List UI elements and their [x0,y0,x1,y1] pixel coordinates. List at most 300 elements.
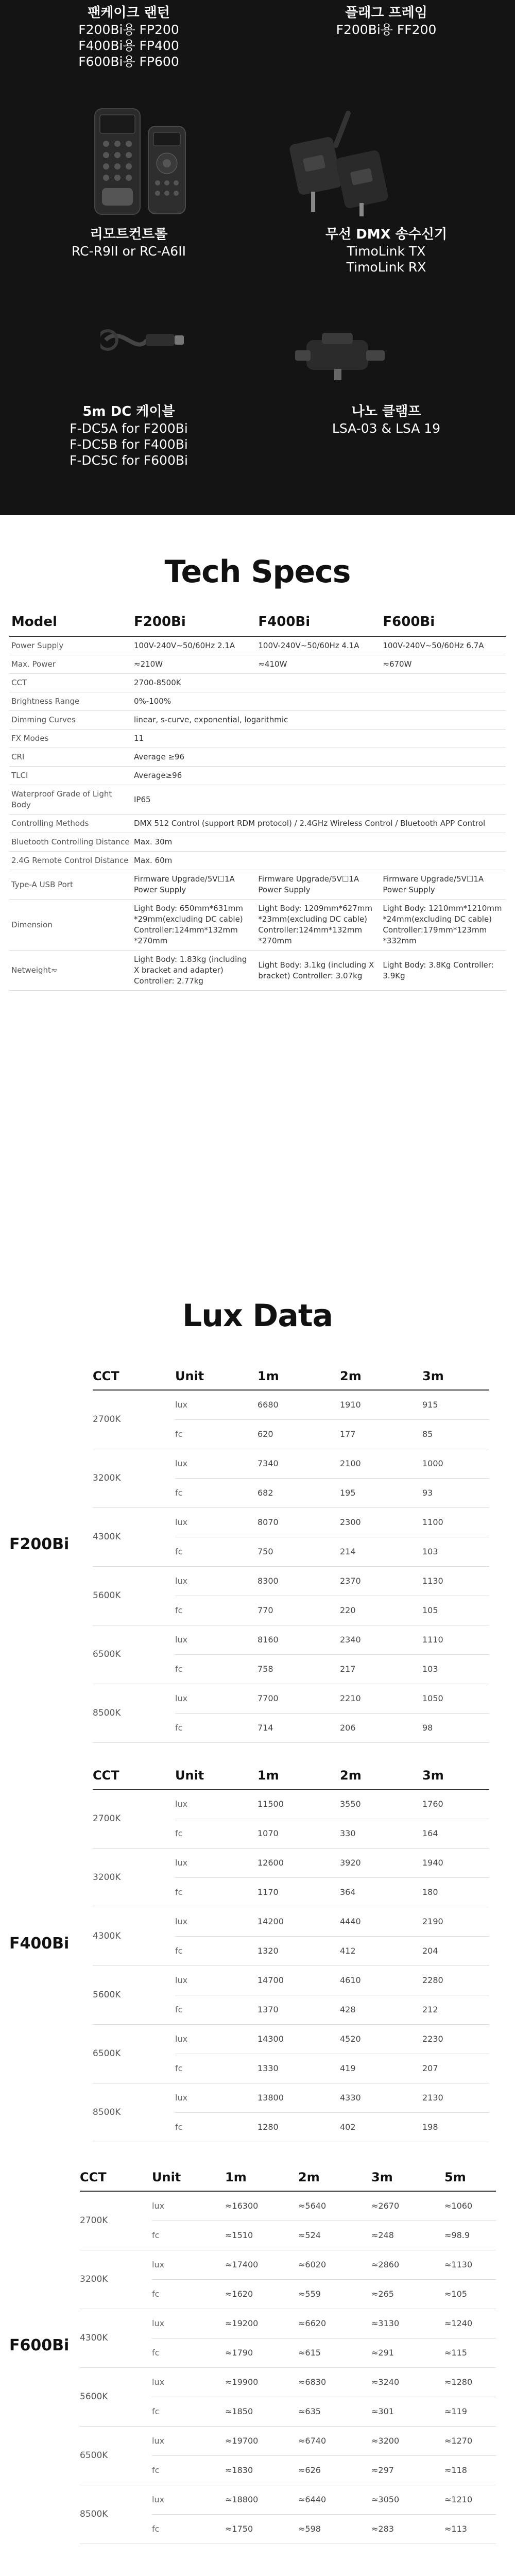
lux-value: 7340 [258,1449,340,1478]
lux-value: 1170 [258,1877,340,1907]
lux-unit: lux [175,2083,258,2112]
lux-value: ≈297 [371,2455,444,2485]
lux-header-row [80,2166,496,2191]
spec-key: Dimming Curves [9,711,132,730]
lux-row [93,1449,489,1478]
tech-specs-title: Tech Specs [164,554,351,590]
spec-key: Waterproof Grade of Light Body [9,785,132,815]
spec-row [9,951,506,991]
lux-cct: 5600K [93,1566,175,1625]
lux-value: 419 [340,2054,422,2083]
lux-header-cell: 1m [258,1365,340,1390]
lux-unit: fc [175,1537,258,1566]
accessory-name: 리모트컨트롤 [90,227,168,242]
lux-header-cell: 5m [444,2166,496,2191]
lux-unit: lux [175,2024,258,2054]
lux-value: 2210 [340,1684,422,1713]
spec-value: 100V-240V~50/60Hz 6.7A [381,636,506,655]
lux-cct: 8500K [93,2083,175,2142]
lux-row [93,1566,489,1596]
lux-unit: fc [175,1877,258,1907]
lux-value: 402 [340,2112,422,2142]
lux-value: 85 [422,1419,489,1449]
lux-table [80,2166,496,2544]
lux-value: 1910 [340,1390,422,1419]
spec-value: IP65 [132,785,506,815]
lux-value: ≈635 [298,2397,371,2426]
spec-value: linear, s-curve, exponential, logarithmic [132,711,506,730]
spec-value: Light Body: 3.8Kg Controller: 3.9Kg [381,951,506,991]
lux-row [93,2083,489,2112]
accessory-line: RC-R9II or RC-A6II [72,244,186,259]
lux-model-label: F400Bi [9,1935,70,1953]
lux-value: ≈1270 [444,2426,496,2455]
accessory-line: F600Bi용 FP600 [78,54,179,69]
lux-value: 1130 [422,1566,489,1596]
lux-value: ≈2860 [371,2250,444,2279]
lux-value: 1100 [422,1507,489,1537]
lux-row [93,1907,489,1936]
lux-unit: lux [152,2367,225,2397]
lux-value: 714 [258,1713,340,1742]
lux-value: ≈1280 [444,2367,496,2397]
lux-value: ≈18800 [225,2485,298,2514]
lux-value: 1000 [422,1449,489,1478]
lux-cct: 2700K [93,1390,175,1449]
lux-value: ≈1620 [225,2279,298,2309]
lux-value: 14200 [258,1907,340,1936]
lux-value: 428 [340,1995,422,2024]
lux-cct: 8500K [80,2485,152,2544]
lux-value: 164 [422,1819,489,1848]
lux-value: 364 [340,1877,422,1907]
lux-value: 4440 [340,1907,422,1936]
lux-unit: fc [175,1419,258,1449]
lux-unit: lux [175,1907,258,1936]
lux-value: 682 [258,1478,340,1507]
lux-unit: lux [175,1789,258,1819]
lux-value: 330 [340,1819,422,1848]
lux-unit: lux [175,1566,258,1596]
spec-value: ≈210W [132,655,256,674]
lux-header-cell: 2m [340,1765,422,1789]
lux-header-cell: 2m [298,2166,371,2191]
lux-header-cell: 2m [340,1365,422,1390]
lux-value: ≈19700 [225,2426,298,2455]
lux-cct: 5600K [80,2367,152,2426]
spec-key: Controlling Methods [9,815,132,833]
lux-value: 212 [422,1995,489,2024]
lux-value: 4610 [340,1965,422,1995]
lux-value: ≈98.9 [444,2221,496,2250]
lux-value: ≈1240 [444,2309,496,2338]
accessory-name: 플래그 프레임 [345,5,427,21]
lux-unit: fc [175,1713,258,1742]
lux-value: 3920 [340,1848,422,1877]
spec-row [9,815,506,833]
lux-header-cell: 1m [225,2166,298,2191]
lux-value: 2340 [340,1625,422,1654]
lux-value: 2190 [422,1907,489,1936]
spec-row [9,655,506,674]
lux-value: 8160 [258,1625,340,1654]
lux-cct: 6500K [93,1625,175,1684]
lux-value: 2100 [340,1449,422,1478]
lux-value: 8070 [258,1507,340,1537]
lux-header-cell: 1m [258,1765,340,1789]
lux-value: 8300 [258,1566,340,1596]
lux-unit: fc [175,1654,258,1684]
lux-value: ≈16300 [225,2191,298,2221]
spec-key: TLCI [9,767,132,785]
spec-row [9,636,506,655]
spec-value: DMX 512 Control (support RDM protocol) / 2.4GHz Wireless Control / Bluetooth APP Control [132,815,506,833]
accessory-line: F200Bi용 FP200 [78,22,179,37]
lux-value: 195 [340,1478,422,1507]
spec-row [9,870,506,900]
lux-table [93,1765,489,2142]
lux-cct: 3200K [93,1848,175,1907]
lux-value: 177 [340,1419,422,1449]
lux-cct: 2700K [80,2191,152,2250]
lux-value: ≈6020 [298,2250,371,2279]
lux-value: ≈3200 [371,2426,444,2455]
spec-key: 2.4G Remote Control Distance [9,852,132,870]
lux-value: 1110 [422,1625,489,1654]
lux-unit: fc [175,1995,258,2024]
lux-header-row [93,1765,489,1789]
lux-data-title: Lux Data [182,1298,333,1334]
lux-value: ≈3240 [371,2367,444,2397]
spec-value: Firmware Upgrade/5V☐1A Power Supply [132,870,256,900]
lux-unit: fc [175,1478,258,1507]
lux-unit: fc [152,2221,225,2250]
lux-value: 3550 [340,1789,422,1819]
lux-value: ≈615 [298,2338,371,2367]
spec-value: Max. 60m [132,852,506,870]
accessory-line: F200Bi용 FF200 [336,22,437,37]
lux-value: 14300 [258,2024,340,2054]
lux-value: 758 [258,1654,340,1684]
spec-value: Average≥96 [132,767,506,785]
nano-clamp-image [291,330,389,381]
accessory-nano-clamp [258,403,515,436]
lux-row [80,2367,496,2397]
lux-value: ≈19200 [225,2309,298,2338]
lux-row [80,2191,496,2221]
lux-value: ≈265 [371,2279,444,2309]
lux-value: 207 [422,2054,489,2083]
remote-control-image [93,106,196,216]
spec-key: FX Modes [9,730,132,748]
lux-unit: lux [175,1684,258,1713]
accessory-name: 무선 DMX 송수신기 [325,227,448,242]
spec-key: Max. Power [9,655,132,674]
lux-header-cell: CCT [93,1365,175,1390]
lux-value: ≈2670 [371,2191,444,2221]
spec-row [9,674,506,692]
spec-row [9,900,506,951]
lux-value: ≈113 [444,2514,496,2544]
lux-value: ≈6620 [298,2309,371,2338]
dc-cable-image [100,319,188,361]
spec-row [9,785,506,815]
lux-value: ≈1130 [444,2250,496,2279]
spec-header-cell: Model [9,611,132,636]
lux-value: ≈118 [444,2455,496,2485]
lux-value: ≈3050 [371,2485,444,2514]
lux-header-cell: Unit [175,1765,258,1789]
lux-value: 2130 [422,2083,489,2112]
spec-key: Type-A USB Port [9,870,132,900]
lux-value: 103 [422,1654,489,1684]
lux-value: ≈301 [371,2397,444,2426]
lux-value: 14700 [258,1965,340,1995]
lux-value: ≈115 [444,2338,496,2367]
lux-value: 1330 [258,2054,340,2083]
spec-value: Average ≥96 [132,748,506,767]
accessory-remote-control [0,226,258,259]
lux-row [93,1507,489,1537]
lux-table [93,1365,489,1743]
spec-key: CRI [9,748,132,767]
lux-cct: 4300K [80,2309,152,2367]
lux-row [80,2250,496,2279]
lux-unit: lux [175,1848,258,1877]
lux-unit: lux [175,1507,258,1537]
lux-row [80,2426,496,2455]
lux-header-cell: Unit [152,2166,225,2191]
lux-header-cell: CCT [80,2166,152,2191]
lux-value: ≈283 [371,2514,444,2544]
lux-value: ≈1830 [225,2455,298,2485]
accessory-line: LSA-03 & LSA 19 [332,421,441,436]
lux-unit: lux [152,2250,225,2279]
spec-value: Light Body: 1209mm*627mm *23mm(excluding DC cable) Controller:124mm*132mm *270mm [256,900,381,951]
lux-cct: 8500K [93,1684,175,1742]
lux-value: 180 [422,1877,489,1907]
lux-value: ≈5640 [298,2191,371,2221]
lux-value: 7700 [258,1684,340,1713]
lux-unit: lux [175,1449,258,1478]
lux-row [93,1625,489,1654]
spec-value: Max. 30m [132,833,506,852]
spec-row [9,730,506,748]
lux-cct: 5600K [93,1965,175,2024]
lux-value: 2300 [340,1507,422,1537]
lux-value: 2230 [422,2024,489,2054]
lux-cct: 6500K [93,2024,175,2083]
lux-value: 220 [340,1596,422,1625]
lux-value: ≈559 [298,2279,371,2309]
accessory-name: 팬케이크 랜턴 [88,5,170,21]
spec-header-row [9,611,506,636]
lux-unit: fc [152,2397,225,2426]
lux-unit: lux [175,1625,258,1654]
accessory-name: 나노 클램프 [351,404,421,419]
accessory-dc-cable [0,403,258,468]
lux-value: 1320 [258,1936,340,1965]
lux-unit: fc [175,2112,258,2142]
lux-value: ≈19900 [225,2367,298,2397]
lux-value: 13800 [258,2083,340,2112]
spec-header-cell: F200Bi [132,611,256,636]
lux-value: 93 [422,1478,489,1507]
accessory-line: TimoLink RX [346,260,426,275]
accessories-section [0,0,515,515]
lux-value: 214 [340,1537,422,1566]
accessory-pancake-lantern [0,4,258,70]
spec-key: CCT [9,674,132,692]
lux-value: 2280 [422,1965,489,1995]
spec-value: Light Body: 650mm*631mm *29mm(excluding DC cable) Controller:124mm*132mm *270mm [132,900,256,951]
accessory-line: F-DC5B for F400Bi [70,437,188,452]
lux-value: ≈6740 [298,2426,371,2455]
lux-unit: fc [175,1936,258,1965]
spec-header-cell: F400Bi [256,611,381,636]
spec-key: Netweight≈ [9,951,132,991]
accessory-line: F-DC5A for F200Bi [70,421,188,436]
lux-value: 1760 [422,1789,489,1819]
lux-cct: 2700K [93,1789,175,1848]
lux-value: ≈6440 [298,2485,371,2514]
lux-cct: 6500K [80,2426,152,2485]
lux-value: 217 [340,1654,422,1684]
lux-value: 206 [340,1713,422,1742]
lux-value: 412 [340,1936,422,1965]
lux-value: 770 [258,1596,340,1625]
lux-value: 98 [422,1713,489,1742]
spec-value: 100V-240V~50/60Hz 2.1A [132,636,256,655]
lux-unit: lux [175,1965,258,1995]
lux-unit: fc [175,2054,258,2083]
lux-value: ≈17400 [225,2250,298,2279]
lux-value: ≈3130 [371,2309,444,2338]
lux-value: 915 [422,1390,489,1419]
accessory-flag-frame [258,4,515,38]
lux-value: 620 [258,1419,340,1449]
lux-cct: 4300K [93,1907,175,1965]
spec-value: Light Body: 1210mm*1210mm *24mm(excluding DC cable) Controller:179mm*123mm *332mm [381,900,506,951]
lux-row [93,1965,489,1995]
accessory-line: F-DC5C for F600Bi [70,453,188,468]
spec-value: Firmware Upgrade/5V☐1A Power Supply [381,870,506,900]
lux-value: 105 [422,1596,489,1625]
lux-value: 4520 [340,2024,422,2054]
lux-row [80,2309,496,2338]
lux-unit: fc [152,2338,225,2367]
spec-value: Firmware Upgrade/5V☐1A Power Supply [256,870,381,900]
lux-unit: fc [152,2514,225,2544]
spec-value: Light Body: 3.1kg (including X bracket) Controller: 3.07kg [256,951,381,991]
lux-value: 11500 [258,1789,340,1819]
lux-value: 198 [422,2112,489,2142]
lux-value: ≈105 [444,2279,496,2309]
lux-unit: lux [175,1390,258,1419]
lux-unit: lux [152,2485,225,2514]
spec-value: 11 [132,730,506,748]
spec-header-cell: F600Bi [381,611,506,636]
lux-row [93,1848,489,1877]
accessory-name: 5m DC 케이블 [82,404,175,419]
lux-value: 1280 [258,2112,340,2142]
lux-header-cell: 3m [422,1765,489,1789]
lux-header-cell: 3m [422,1365,489,1390]
spec-row [9,692,506,711]
lux-value: 1070 [258,1819,340,1848]
spec-row [9,767,506,785]
spec-key: Dimension [9,900,132,951]
lux-value: ≈6830 [298,2367,371,2397]
spec-row [9,833,506,852]
spec-value: Light Body: 1.83kg (including X bracket and adapter) Controller: 2.77kg [132,951,256,991]
lux-header-cell: 3m [371,2166,444,2191]
spec-row [9,711,506,730]
lux-cct: 3200K [93,1449,175,1507]
lux-unit: fc [152,2279,225,2309]
spec-row [9,748,506,767]
lux-value: ≈1790 [225,2338,298,2367]
spec-value: 2700-8500K [132,674,506,692]
lux-value: 750 [258,1537,340,1566]
lux-value: ≈291 [371,2338,444,2367]
lux-value: ≈1750 [225,2514,298,2544]
lux-value: ≈524 [298,2221,371,2250]
lux-value: ≈248 [371,2221,444,2250]
lux-value: 1370 [258,1995,340,2024]
spec-value: ≈410W [256,655,381,674]
lux-data-heading [0,1297,515,1334]
lux-cct: 3200K [80,2250,152,2309]
lux-value: 4330 [340,2083,422,2112]
lux-header-cell: Unit [175,1365,258,1390]
spec-value: 100V-240V~50/60Hz 4.1A [256,636,381,655]
lux-value: 103 [422,1537,489,1566]
lux-row [93,1390,489,1419]
tech-specs-heading [0,553,515,590]
lux-header-cell: CCT [93,1765,175,1789]
lux-model-label: F200Bi [9,1535,70,1553]
lux-value: ≈1210 [444,2485,496,2514]
lux-value: ≈598 [298,2514,371,2544]
lux-value: 2370 [340,1566,422,1596]
tech-specs-table [9,611,506,991]
lux-value: 6680 [258,1390,340,1419]
lux-value: 204 [422,1936,489,1965]
lux-value: ≈1850 [225,2397,298,2426]
spec-key: Bluetooth Controlling Distance [9,833,132,852]
lux-unit: lux [152,2191,225,2221]
lux-value: 1050 [422,1684,489,1713]
spec-value: ≈670W [381,655,506,674]
lux-row [80,2485,496,2514]
lux-model-label: F600Bi [9,2336,70,2354]
spec-key: Brightness Range [9,692,132,711]
lux-header-row [93,1365,489,1390]
lux-value: ≈119 [444,2397,496,2426]
lux-row [93,1684,489,1713]
spec-value: 0%-100% [132,692,506,711]
accessory-line: TimoLink TX [347,244,426,259]
lux-unit: fc [152,2455,225,2485]
lux-unit: lux [152,2309,225,2338]
lux-value: 1940 [422,1848,489,1877]
lux-value: 12600 [258,1848,340,1877]
lux-unit: fc [175,1596,258,1625]
spec-key: Power Supply [9,636,132,655]
lux-row [93,1789,489,1819]
lux-row [93,2024,489,2054]
